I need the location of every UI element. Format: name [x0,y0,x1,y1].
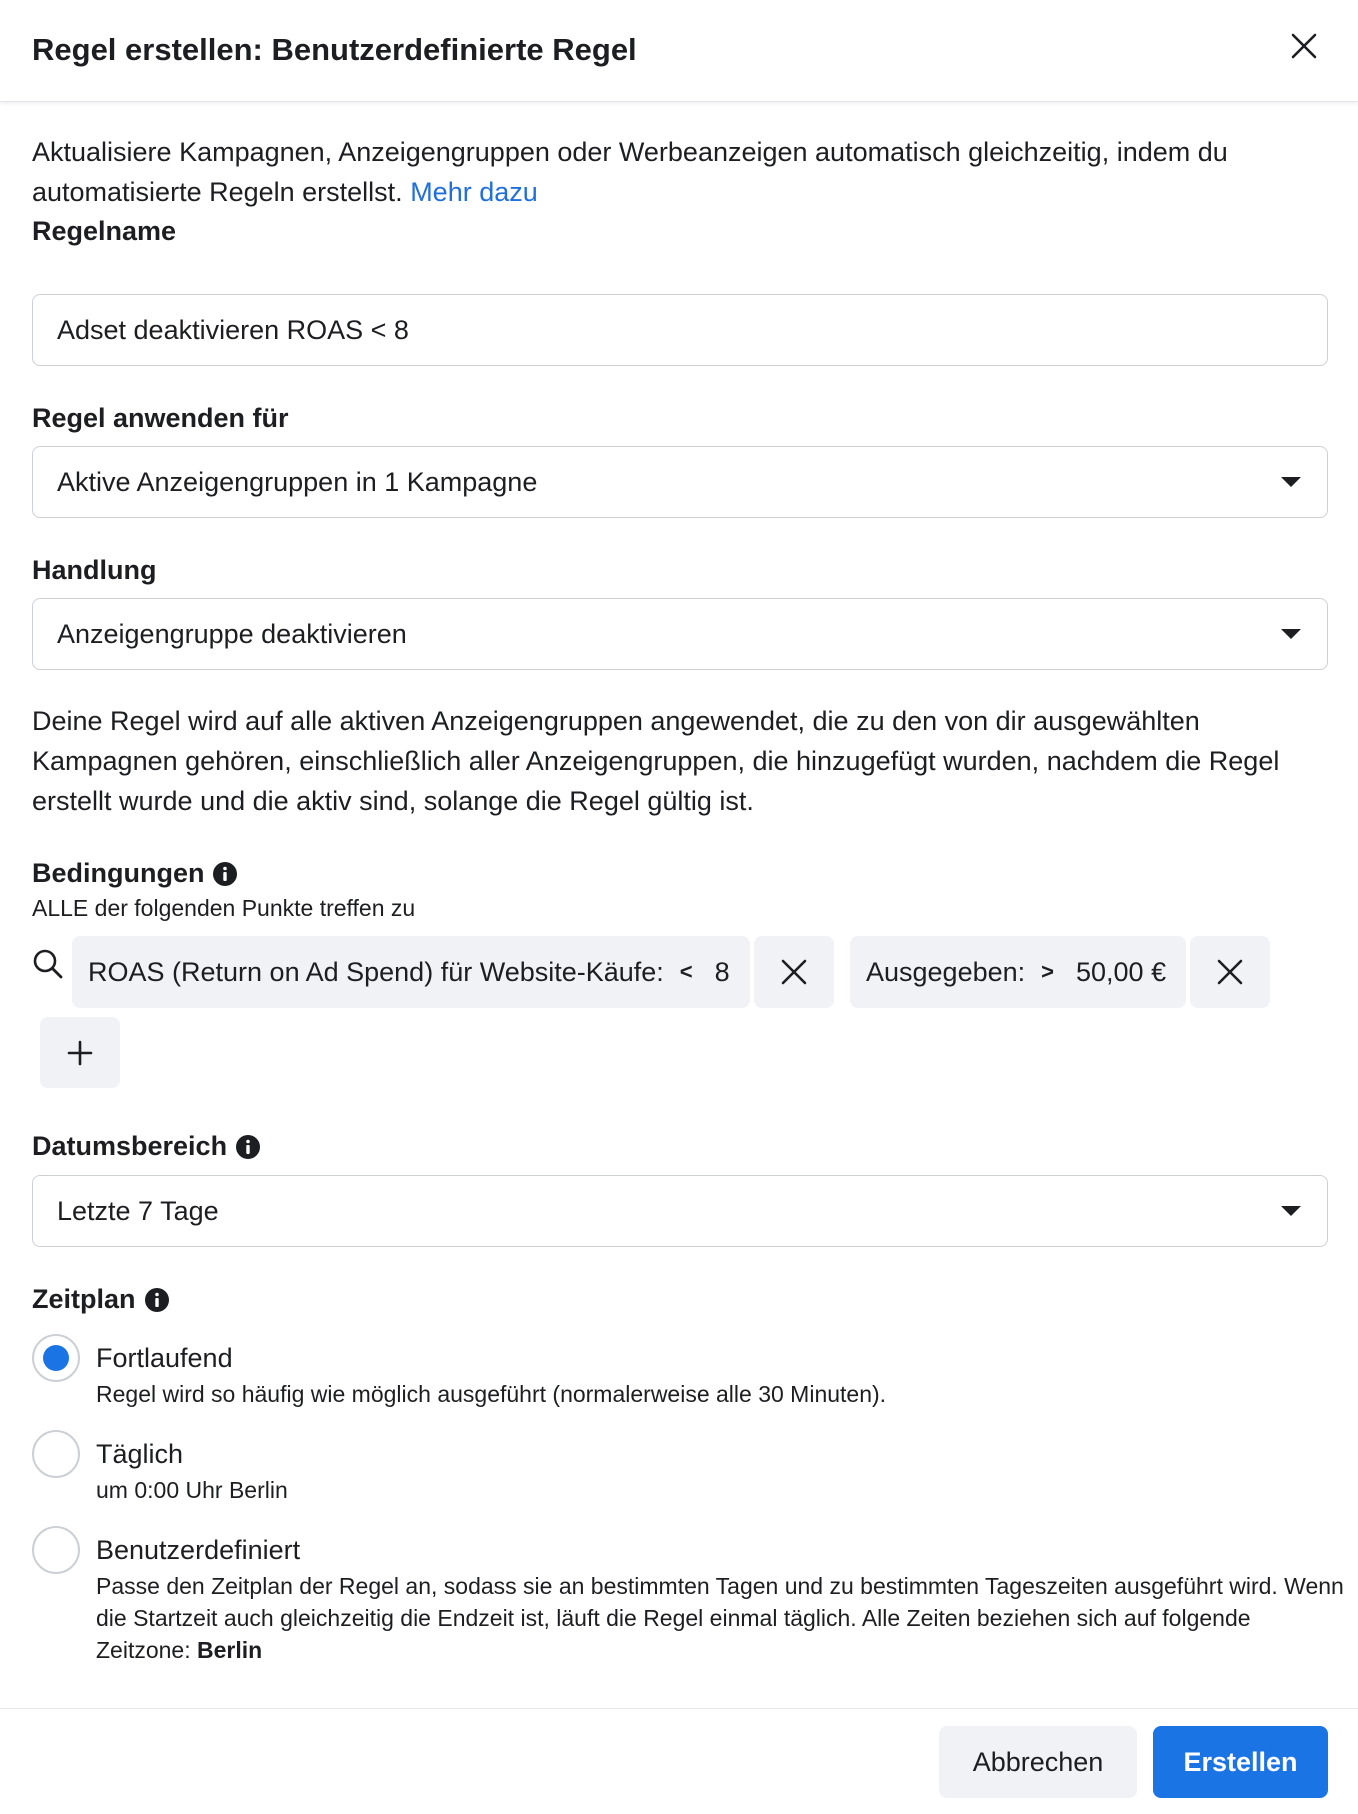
dialog-header [0,0,1358,102]
plus-icon [67,1040,93,1066]
condition-metric: ROAS (Return on Ad Spend) für Website-Käufe: [88,956,664,987]
action-value: Anzeigengruppe deaktivieren [57,618,407,649]
schedule-option-desc: Regel wird so häufig wie möglich ausgeführt (normalerweise alle 30 Minuten). [96,1381,887,1407]
condition-value: 50,00 € [1076,956,1167,987]
schedule-label-text: Zeitplan [32,1284,136,1314]
condition-metric: Ausgegeben: [866,956,1026,987]
schedule-option-title: Benutzerdefiniert [96,1535,301,1565]
conditions-label [32,858,238,889]
rule-name-label-text: Regelname [32,216,177,246]
rule-name-label [32,216,176,247]
dialog-title: Regel erstellen: Benutzerdefinierte Regel [32,32,637,67]
close-icon [1290,32,1318,60]
condition-value: 8 [714,956,730,987]
date-range-label-text: Datumsbereich [32,1131,228,1161]
rule-name-value: Adset deaktivieren ROAS < 8 [57,314,409,345]
schedule-radio-continuous[interactable] [32,1334,80,1382]
condition-chip-roas[interactable] [72,936,750,1008]
schedule-option-title: Täglich [96,1439,184,1469]
learn-more-link[interactable]: Mehr dazu [410,177,538,207]
schedule-radio-daily[interactable] [32,1430,80,1478]
schedule-label [32,1284,170,1315]
apply-to-label [32,403,289,434]
schedule-option-desc [96,1570,1346,1666]
action-label [32,555,156,586]
chevron-down-icon [1281,1206,1301,1216]
action-label-text: Handlung [32,555,157,585]
date-range-label [32,1131,261,1162]
cancel-button[interactable]: Abbrechen [939,1726,1137,1798]
info-icon[interactable] [144,1287,170,1313]
date-range-value: Letzte 7 Tage [57,1195,219,1226]
conditions-subtitle: ALLE der folgenden Punkte treffen zu [32,895,416,921]
schedule-custom-desc: Passe den Zeitplan der Regel an, sodass sie an bestimmten Tagen und zu bestimmten Tageszeiten ausgeführt wird. Wenn die Startzeit auch gleichzeitig die Endzeit ist, läuft die Regel einmal täglich. Alle Zeiten beziehen sich auf folgende Zeitzone: [96,1573,1344,1663]
close-button[interactable] [1284,26,1324,66]
rule-note: Deine Regel wird auf alle aktiven Anzeigengruppen angewendet, die zu den von dir ausgewählten Kampagnen gehören, einschließlich aller Anzeigengruppen, die hinzugefügt wurden, nachdem die Regel erstellt wurde und die aktiv sind, solange die Regel gültig ist. [32,706,1280,816]
add-condition-button[interactable] [40,1017,120,1088]
rule-name-input[interactable] [32,294,1328,366]
info-icon[interactable] [212,861,238,887]
close-icon [781,959,807,985]
remove-condition-button[interactable] [754,936,834,1008]
chevron-down-icon [1281,477,1301,487]
condition-operator: > [1041,959,1054,984]
intro-text [32,132,1332,212]
condition-chip-spent[interactable] [850,936,1186,1008]
apply-to-value: Aktive Anzeigengruppen in 1 Kampagne [57,466,538,497]
schedule-option-title: Fortlaufend [96,1343,233,1373]
apply-to-label-text: Regel anwenden für [32,403,289,433]
radio-selected-dot [43,1345,69,1371]
remove-condition-button[interactable] [1190,936,1270,1008]
schedule-timezone: Berlin [197,1637,263,1663]
schedule-radio-custom[interactable] [32,1526,80,1574]
action-select[interactable] [32,598,1328,670]
chevron-down-icon [1281,629,1301,639]
condition-operator: < [679,959,693,984]
conditions-label-text: Bedingungen [32,858,205,888]
create-button[interactable]: Erstellen [1153,1726,1328,1798]
info-icon[interactable] [235,1134,261,1160]
intro-description: Aktualisiere Kampagnen, Anzeigengruppen oder Werbeanzeigen automatisch gleichzeitig, indem du automatisierte Regeln erstellst. [32,137,1228,207]
schedule-option-desc: um 0:00 Uhr Berlin [96,1477,288,1503]
close-icon [1217,959,1243,985]
apply-to-select[interactable] [32,446,1328,518]
date-range-select[interactable] [32,1175,1328,1247]
search-icon [32,948,64,980]
